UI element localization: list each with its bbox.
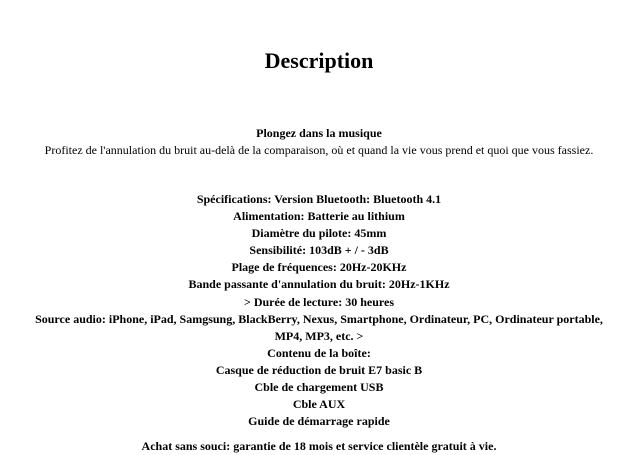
spec-line: > Durée de lecture: 30 heures <box>243 294 395 309</box>
page-title: Description <box>264 48 374 73</box>
spec-line: Alimentation: Batterie au lithium <box>233 209 405 224</box>
specifications-list <box>0 191 638 430</box>
warranty-note: Achat sans souci: garantie de 18 mois et service clientèle gratuit à vie. <box>141 439 497 453</box>
spec-line: Guide de démarrage rapide <box>248 414 390 429</box>
spec-line: Plage de fréquences: 20Hz-20KHz <box>231 260 407 275</box>
spec-line: Cble de chargement USB <box>254 380 384 395</box>
spec-line: Contenu de la boîte: <box>267 345 371 360</box>
spec-line: Diamètre du pilote: 45mm <box>251 226 387 241</box>
spec-line: Casque de réduction de bruit E7 basic B <box>215 362 423 377</box>
spec-line: Source audio: iPhone, iPad, Samgsung, BlackBerry, Nexus, Smartphone, Ordinateur, PC, Ordinateur portable, MP4, MP3, etc. > <box>35 311 603 343</box>
intro-section <box>0 125 638 159</box>
spec-line: Bande passante d'annulation du bruit: 20Hz-1KHz <box>188 277 450 292</box>
spec-line: Spécifications: Version Bluetooth: Bluetooth 4.1 <box>196 192 442 206</box>
spec-line: Cble AUX <box>292 397 346 412</box>
spec-line: Sensibilité: 103dB + / - 3dB <box>249 243 389 258</box>
intro-text: Profitez de l'annulation du bruit au-delà de la comparaison, où et quand la vie vous prend et quoi que vous fassiez. <box>44 143 594 157</box>
intro-heading: Plongez dans la musique <box>256 126 382 140</box>
